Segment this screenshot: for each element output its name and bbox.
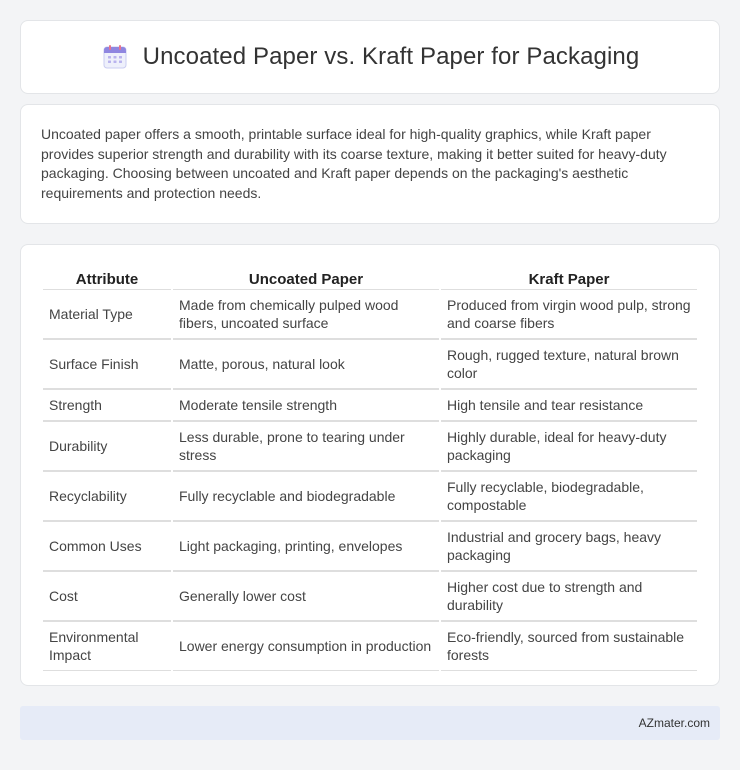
column-header-attribute: Attribute <box>75 271 139 288</box>
kraft-cell: Rough, rugged texture, natural brown color <box>441 339 697 389</box>
page-title: Uncoated Paper vs. Kraft Paper for Packaging <box>142 43 640 70</box>
attribute-cell: Durability <box>43 421 171 471</box>
comparison-table <box>41 265 699 671</box>
uncoated-cell: Less durable, prone to tearing under stress <box>173 421 439 471</box>
uncoated-cell: Matte, porous, natural look <box>173 339 439 389</box>
table-row <box>43 289 697 339</box>
kraft-cell: Fully recyclable, biodegradable, compostable <box>441 471 697 521</box>
uncoated-cell: Light packaging, printing, envelopes <box>173 521 439 571</box>
column-header-kraft: Kraft Paper <box>528 271 610 288</box>
footer-bar <box>20 706 720 740</box>
kraft-cell: Produced from virgin wood pulp, strong and coarse fibers <box>441 289 697 339</box>
table-row <box>43 521 697 571</box>
kraft-cell: Higher cost due to strength and durability <box>441 571 697 621</box>
table-row <box>43 471 697 521</box>
attribute-cell: Recyclability <box>43 471 171 521</box>
uncoated-cell: Moderate tensile strength <box>173 389 439 421</box>
table-row <box>43 571 697 621</box>
intro-paragraph: Uncoated paper offers a smooth, printable surface ideal for high-quality graphics, while Kraft paper provides superior strength and durability with its coarse texture, making it better suited for heavy-duty packaging. Choosing between uncoated and Kraft paper depends on the packaging's aesthetic requirements and protection needs. <box>41 126 667 201</box>
column-header-uncoated: Uncoated Paper <box>248 271 364 288</box>
title-row <box>101 43 640 71</box>
calendar-icon <box>101 43 129 71</box>
uncoated-cell: Fully recyclable and biodegradable <box>173 471 439 521</box>
footer-site-link[interactable]: AZmater.com <box>638 716 710 730</box>
table-row <box>43 621 697 671</box>
kraft-cell: Eco-friendly, sourced from sustainable forests <box>441 621 697 671</box>
kraft-cell: Industrial and grocery bags, heavy packaging <box>441 521 697 571</box>
table-header-row <box>43 265 697 289</box>
attribute-cell: Common Uses <box>43 521 171 571</box>
table-row <box>43 339 697 389</box>
kraft-cell: High tensile and tear resistance <box>441 389 697 421</box>
attribute-cell: Material Type <box>43 289 171 339</box>
table-row <box>43 421 697 471</box>
attribute-cell: Cost <box>43 571 171 621</box>
uncoated-cell: Made from chemically pulped wood fibers, uncoated surface <box>173 289 439 339</box>
comparison-card <box>20 244 720 686</box>
title-card <box>20 20 720 94</box>
attribute-cell: Surface Finish <box>43 339 171 389</box>
kraft-cell: Highly durable, ideal for heavy-duty packaging <box>441 421 697 471</box>
attribute-cell: Environmental Impact <box>43 621 171 671</box>
table-row <box>43 389 697 421</box>
uncoated-cell: Lower energy consumption in production <box>173 621 439 671</box>
uncoated-cell: Generally lower cost <box>173 571 439 621</box>
intro-card <box>20 104 720 224</box>
attribute-cell: Strength <box>43 389 171 421</box>
